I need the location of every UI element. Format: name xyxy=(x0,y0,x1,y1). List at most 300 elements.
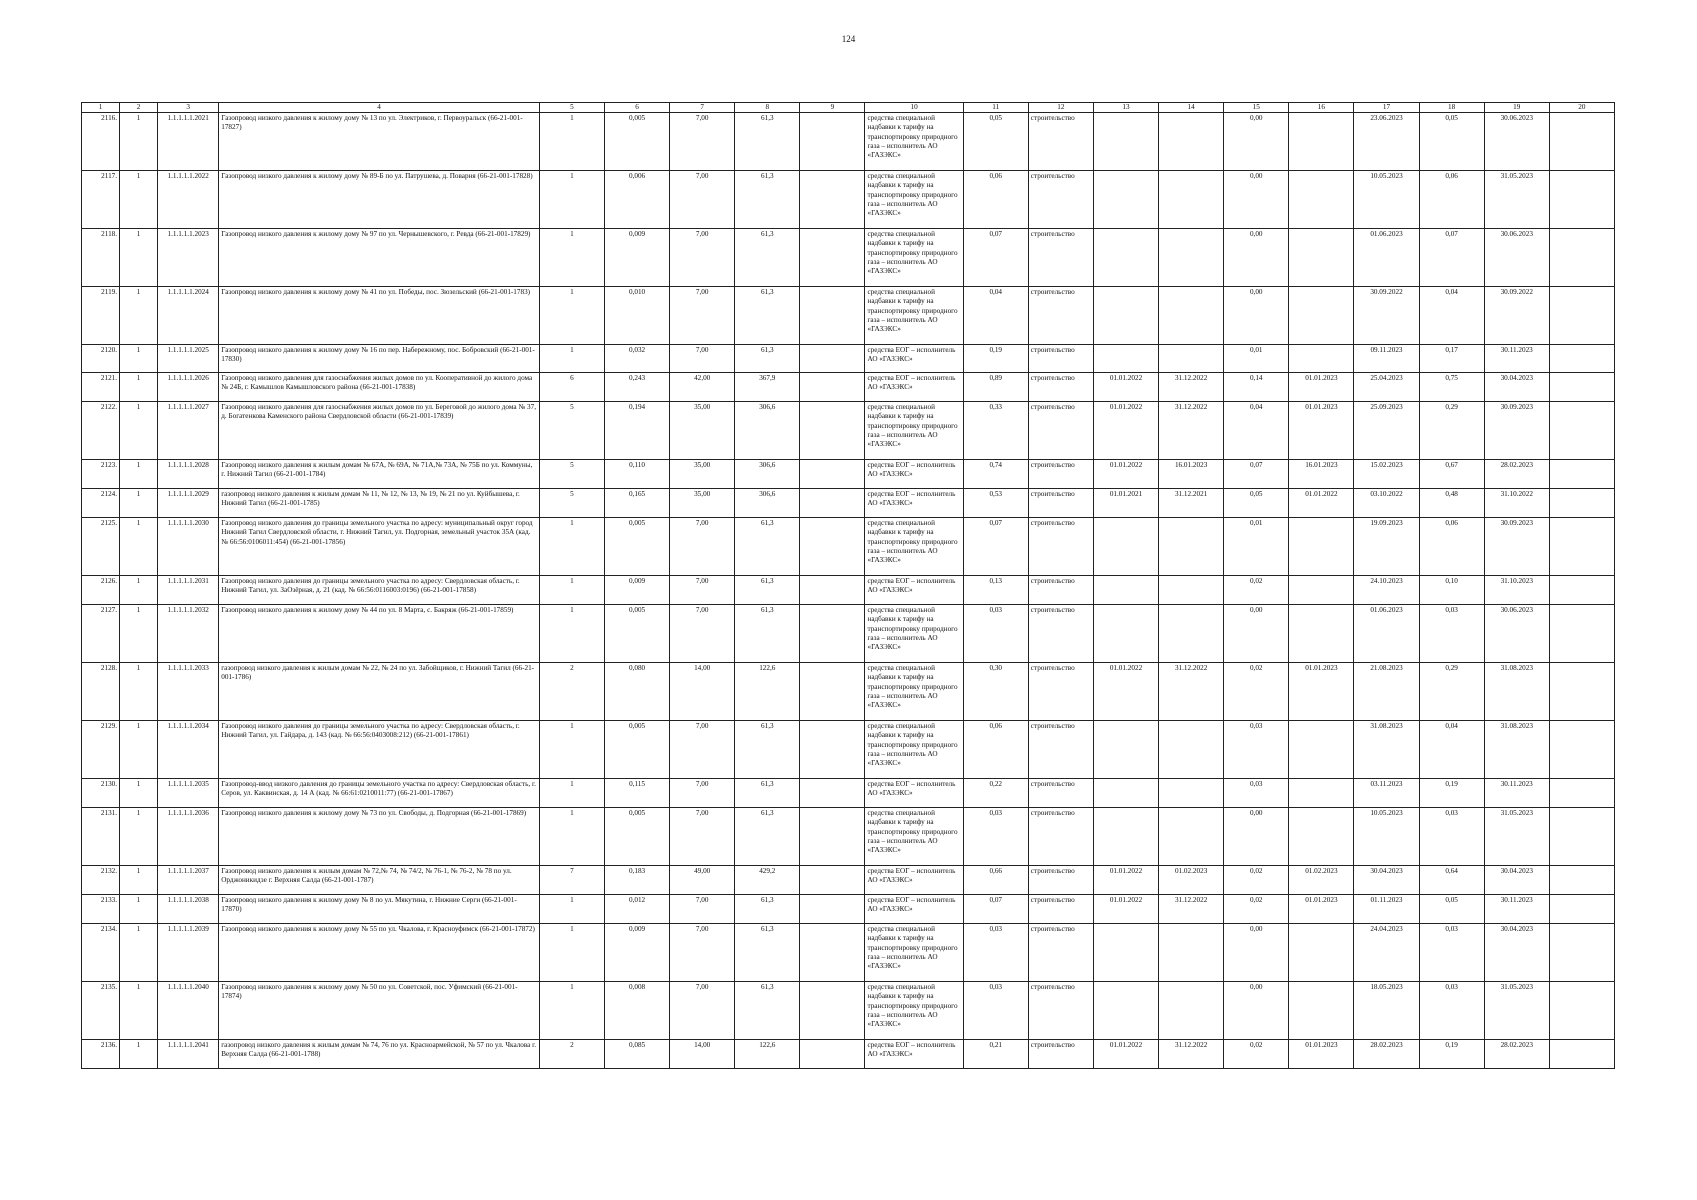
table-row xyxy=(82,373,1615,402)
table-cell xyxy=(1159,779,1224,808)
table-cell xyxy=(1159,113,1224,171)
table-cell xyxy=(1159,518,1224,576)
table-cell: 0,67 xyxy=(1419,460,1484,489)
table-cell: 30.11.2023 xyxy=(1484,345,1549,373)
table-row xyxy=(82,779,1615,808)
table-cell xyxy=(1289,229,1354,287)
table-cell: 0,74 xyxy=(963,460,1028,489)
table-cell xyxy=(1093,287,1158,345)
table-cell: 367,9 xyxy=(735,373,800,402)
table-cell: 0,03 xyxy=(1419,808,1484,866)
table-cell xyxy=(1549,287,1614,345)
table-cell: 1 xyxy=(539,518,604,576)
table-cell: Газопровод низкого давления к жилым домам № 72,№ 74, № 74/2, № 76-1, № 76-2, № 78 по ул. Орджоникидзе г. Верхняя Салда (66-21-001-1787) xyxy=(219,866,540,895)
table-cell: 35,00 xyxy=(670,489,735,518)
table-cell: 7,00 xyxy=(670,982,735,1040)
table-cell xyxy=(800,982,865,1040)
table-cell: 30.06.2023 xyxy=(1484,113,1549,171)
table-cell: 30.04.2023 xyxy=(1354,866,1419,895)
table-cell xyxy=(1093,779,1158,808)
table-cell: строительство xyxy=(1028,982,1093,1040)
table-cell: Газопровод низкого давления к жилому дому № 97 по ул. Чернышевского, г. Ревда (66-21-001-17829) xyxy=(219,229,540,287)
table-cell: 1.1.1.1.1.2022 xyxy=(158,171,219,229)
table-cell: строительство xyxy=(1028,808,1093,866)
table-cell: 0,04 xyxy=(1419,721,1484,779)
table-cell xyxy=(1549,345,1614,373)
table-cell xyxy=(1549,171,1614,229)
column-header: 11 xyxy=(963,103,1028,113)
table-cell: 01.01.2022 xyxy=(1093,1040,1158,1069)
table-cell: 01.11.2023 xyxy=(1354,895,1419,924)
table-row xyxy=(82,402,1615,460)
table-cell: строительство xyxy=(1028,171,1093,229)
table-cell: 1 xyxy=(120,808,158,866)
column-header: 7 xyxy=(670,103,735,113)
table-cell xyxy=(1159,982,1224,1040)
table-cell: 61,3 xyxy=(735,518,800,576)
table-cell xyxy=(1159,287,1224,345)
table-cell: 1 xyxy=(539,345,604,373)
table-cell: 1 xyxy=(120,576,158,605)
table-cell xyxy=(800,895,865,924)
table-cell: 1.1.1.1.1.2041 xyxy=(158,1040,219,1069)
table-row xyxy=(82,808,1615,866)
table-cell xyxy=(1159,345,1224,373)
table-cell: 2125. xyxy=(82,518,120,576)
table-cell: 0,14 xyxy=(1224,373,1289,402)
table-cell: 0,07 xyxy=(1419,229,1484,287)
table-cell xyxy=(1093,924,1158,982)
table-cell: Газопровод низкого давления к жилому дому № 73 по ул. Свободы, д. Подгорная (66-21-001-17869) xyxy=(219,808,540,866)
table-cell: 0,165 xyxy=(604,489,669,518)
table-cell: строительство xyxy=(1028,113,1093,171)
table-cell: 1.1.1.1.1.2031 xyxy=(158,576,219,605)
table-cell: 2 xyxy=(539,663,604,721)
table-cell: 0,02 xyxy=(1224,866,1289,895)
table-cell: 7,00 xyxy=(670,576,735,605)
table-cell: 16.01.2023 xyxy=(1289,460,1354,489)
table-cell: 31.12.2022 xyxy=(1159,895,1224,924)
table-cell: газопровод низкого давления к жилым домам № 11, № 12, № 13, № 19, № 21 по ул. Куйбышева, г. Нижний Тагил (66-21-001-1785) xyxy=(219,489,540,518)
table-cell: 0,22 xyxy=(963,779,1028,808)
table-cell: 7,00 xyxy=(670,287,735,345)
table-cell: 0,080 xyxy=(604,663,669,721)
table-cell xyxy=(1093,171,1158,229)
table-cell: 61,3 xyxy=(735,229,800,287)
table-cell: 2126. xyxy=(82,576,120,605)
table-cell xyxy=(800,721,865,779)
table-cell: 7,00 xyxy=(670,605,735,663)
table-cell: 7,00 xyxy=(670,229,735,287)
table-cell: 1 xyxy=(539,605,604,663)
table-cell xyxy=(1289,779,1354,808)
table-cell: 0,19 xyxy=(963,345,1028,373)
table-body xyxy=(82,113,1615,1069)
table-cell: 16.01.2023 xyxy=(1159,460,1224,489)
table-row xyxy=(82,895,1615,924)
table-cell: строительство xyxy=(1028,576,1093,605)
table-cell: Газопровод низкого давления до границы земельного участка по адресу: Свердловская область, г. Нижний Тагил, ул. Гайдара, д. 143 (кад. № 66:56:0403008:212) (66-21-001-17861) xyxy=(219,721,540,779)
table-cell: 0,006 xyxy=(604,171,669,229)
table-cell: 31.12.2021 xyxy=(1159,489,1224,518)
table-cell xyxy=(1093,605,1158,663)
table-cell xyxy=(1093,721,1158,779)
table-cell: 0,02 xyxy=(1224,576,1289,605)
table-cell: 1 xyxy=(120,1040,158,1069)
table-cell: 28.02.2023 xyxy=(1484,1040,1549,1069)
table-cell: 0,89 xyxy=(963,373,1028,402)
table-row xyxy=(82,113,1615,171)
table-row xyxy=(82,518,1615,576)
table-cell: 2120. xyxy=(82,345,120,373)
table-cell xyxy=(1289,924,1354,982)
table-cell: строительство xyxy=(1028,345,1093,373)
table-cell: 01.06.2023 xyxy=(1354,229,1419,287)
column-header: 17 xyxy=(1354,103,1419,113)
table-cell: строительство xyxy=(1028,402,1093,460)
table-cell: 0,19 xyxy=(1419,779,1484,808)
table-cell: 2134. xyxy=(82,924,120,982)
table-cell xyxy=(1093,345,1158,373)
table-cell: 0,194 xyxy=(604,402,669,460)
table-cell: строительство xyxy=(1028,229,1093,287)
table-cell: строительство xyxy=(1028,489,1093,518)
table-cell: 19.09.2023 xyxy=(1354,518,1419,576)
table-cell: строительство xyxy=(1028,373,1093,402)
table-cell xyxy=(800,808,865,866)
table-cell: 2133. xyxy=(82,895,120,924)
table-cell: 0,005 xyxy=(604,518,669,576)
table-row xyxy=(82,605,1615,663)
table-cell: 01.01.2022 xyxy=(1093,663,1158,721)
table-cell xyxy=(800,924,865,982)
table-cell: 2128. xyxy=(82,663,120,721)
table-cell: 0,00 xyxy=(1224,229,1289,287)
column-header: 15 xyxy=(1224,103,1289,113)
table-row xyxy=(82,489,1615,518)
table-cell xyxy=(1549,866,1614,895)
column-header: 3 xyxy=(158,103,219,113)
table-cell: 7,00 xyxy=(670,779,735,808)
table-cell: 01.01.2023 xyxy=(1289,663,1354,721)
column-header: 16 xyxy=(1289,103,1354,113)
table-cell: 30.11.2023 xyxy=(1484,895,1549,924)
table-cell xyxy=(1289,808,1354,866)
table-cell: 0,00 xyxy=(1224,808,1289,866)
table-cell: 0,29 xyxy=(1419,663,1484,721)
table-row xyxy=(82,1040,1615,1069)
table-cell: строительство xyxy=(1028,779,1093,808)
table-cell: 1 xyxy=(120,171,158,229)
table-cell: средства ЕОГ – исполнитель АО «ГАЗЭКС» xyxy=(865,460,963,489)
table-cell: газопровод низкого давления к жилым домам № 74, 76 по ул. Красноармейской, № 57 по ул. Чкалова г. Верхняя Салда (66-21-001-1788) xyxy=(219,1040,540,1069)
column-number-header-row xyxy=(82,103,1615,113)
table-row xyxy=(82,663,1615,721)
column-header: 8 xyxy=(735,103,800,113)
table-cell: средства специальной надбавки к тарифу на транспортировку природного газа – исполнитель АО «ГАЗЭКС» xyxy=(865,663,963,721)
table-cell: 61,3 xyxy=(735,924,800,982)
column-header: 4 xyxy=(219,103,540,113)
table-cell: 0,02 xyxy=(1224,895,1289,924)
table-cell: 30.09.2023 xyxy=(1484,402,1549,460)
table-cell xyxy=(1549,489,1614,518)
table-cell: 0,06 xyxy=(963,171,1028,229)
table-cell: 30.09.2022 xyxy=(1354,287,1419,345)
table-cell: 1.1.1.1.1.2038 xyxy=(158,895,219,924)
table-cell: 0,03 xyxy=(1419,924,1484,982)
table-cell: 1 xyxy=(120,373,158,402)
table-cell: средства специальной надбавки к тарифу на транспортировку природного газа – исполнитель АО «ГАЗЭКС» xyxy=(865,924,963,982)
page-number: 124 xyxy=(841,34,856,44)
table-cell xyxy=(1289,287,1354,345)
table-cell: 0,13 xyxy=(963,576,1028,605)
table-cell: 1 xyxy=(120,518,158,576)
table-cell: Газопровод низкого давления к жилому дому № 16 по пер. Набережному, пос. Бобровский (66-21-001-17830) xyxy=(219,345,540,373)
table-cell xyxy=(1549,229,1614,287)
table-cell: 2122. xyxy=(82,402,120,460)
table-cell: 0,03 xyxy=(1224,721,1289,779)
table-cell: 01.01.2022 xyxy=(1093,402,1158,460)
table-cell: 01.02.2023 xyxy=(1159,866,1224,895)
table-cell: строительство xyxy=(1028,895,1093,924)
table-cell: Газопровод низкого давления до границы земельного участка по адресу: Свердловская область, г. Нижний Тагил, ул. ЗаОзёрная, д. 21 (кад. № 66:56:0116003:0196) (66-21-001-17858) xyxy=(219,576,540,605)
table-cell: 30.06.2023 xyxy=(1484,229,1549,287)
table-cell: 5 xyxy=(539,402,604,460)
table-cell: 0,03 xyxy=(1419,605,1484,663)
table-cell: 2127. xyxy=(82,605,120,663)
table-cell xyxy=(800,779,865,808)
table-cell: 01.01.2022 xyxy=(1093,373,1158,402)
table-cell: 0,04 xyxy=(1224,402,1289,460)
column-header: 20 xyxy=(1549,103,1614,113)
table-cell: 0,110 xyxy=(604,460,669,489)
table-cell: 35,00 xyxy=(670,402,735,460)
table-cell: 01.06.2023 xyxy=(1354,605,1419,663)
table-cell xyxy=(800,345,865,373)
table-cell: средства ЕОГ – исполнитель АО «ГАЗЭКС» xyxy=(865,866,963,895)
table-cell xyxy=(1159,924,1224,982)
table-cell: 7,00 xyxy=(670,924,735,982)
column-header: 18 xyxy=(1419,103,1484,113)
table-cell: 31.12.2022 xyxy=(1159,1040,1224,1069)
table-cell xyxy=(1093,518,1158,576)
table-cell: Газопровод низкого давления к жилому дому № 50 по ул. Советской, пос. Уфимский (66-21-001-17874) xyxy=(219,982,540,1040)
table-cell: 0,19 xyxy=(1419,1040,1484,1069)
table-cell: 2132. xyxy=(82,866,120,895)
table-cell: 1 xyxy=(120,721,158,779)
table-cell xyxy=(1549,721,1614,779)
table-cell: 01.02.2023 xyxy=(1289,866,1354,895)
table-cell xyxy=(1093,808,1158,866)
table-cell: Газопровод низкого давления к жилому дому № 13 по ул. Электриков, г. Первоуральск (66-21-001-17827) xyxy=(219,113,540,171)
table-cell xyxy=(800,373,865,402)
table-cell: 5 xyxy=(539,489,604,518)
table-cell: 0,00 xyxy=(1224,605,1289,663)
table-cell: 2136. xyxy=(82,1040,120,1069)
table-cell: 0,009 xyxy=(604,229,669,287)
table-cell xyxy=(1159,721,1224,779)
table-cell: 7,00 xyxy=(670,113,735,171)
table-cell: 61,3 xyxy=(735,171,800,229)
table-cell: Газопровод низкого давления до границы земельного участка по адресу: муниципальный округ город Нижний Тагил Свердловской области, г. Нижний Тагил, ул. Подгорная, земельный участок 35А (кад. № 66:56:0106011:454) (66-21-001-17856) xyxy=(219,518,540,576)
table-cell xyxy=(1289,721,1354,779)
table-cell xyxy=(1289,171,1354,229)
table-cell xyxy=(800,489,865,518)
table-cell xyxy=(1549,460,1614,489)
table-cell xyxy=(800,402,865,460)
table-cell: 7,00 xyxy=(670,721,735,779)
column-header: 13 xyxy=(1093,103,1158,113)
table-cell xyxy=(1549,779,1614,808)
table-cell: 1.1.1.1.1.2032 xyxy=(158,605,219,663)
table-cell: 1 xyxy=(120,663,158,721)
table-cell: 2117. xyxy=(82,171,120,229)
table-cell: 7,00 xyxy=(670,171,735,229)
table-cell: 0,04 xyxy=(1419,287,1484,345)
table-cell: 61,3 xyxy=(735,895,800,924)
table-cell: 14,00 xyxy=(670,1040,735,1069)
table-cell: 0,05 xyxy=(1419,895,1484,924)
table-cell: 122,6 xyxy=(735,1040,800,1069)
table-cell: 1 xyxy=(539,982,604,1040)
table-cell xyxy=(1159,229,1224,287)
table-cell: 2124. xyxy=(82,489,120,518)
table-cell: 0,005 xyxy=(604,808,669,866)
table-row xyxy=(82,982,1615,1040)
table-cell: 0,30 xyxy=(963,663,1028,721)
table-cell xyxy=(1289,345,1354,373)
table-cell: 1.1.1.1.1.2039 xyxy=(158,924,219,982)
table-cell: 0,64 xyxy=(1419,866,1484,895)
table-cell: 1 xyxy=(120,895,158,924)
table-cell xyxy=(1549,982,1614,1040)
table-cell: средства ЕОГ – исполнитель АО «ГАЗЭКС» xyxy=(865,779,963,808)
table-cell: Газопровод низкого давления для газоснабжения жилых домов по ул. Кооперативной до жилого дома № 24Б, г. Камышлов Камышловского района (66-21-001-17838) xyxy=(219,373,540,402)
table-cell: 0,06 xyxy=(963,721,1028,779)
table-cell: 1.1.1.1.1.2034 xyxy=(158,721,219,779)
table-cell: Газопровод низкого давления к жилому дому № 55 по ул. Чкалова, г. Красноуфимск (66-21-001-17872) xyxy=(219,924,540,982)
table-cell xyxy=(1159,808,1224,866)
table-cell: строительство xyxy=(1028,460,1093,489)
table-cell xyxy=(1159,605,1224,663)
table-cell xyxy=(800,576,865,605)
table-cell: 0,17 xyxy=(1419,345,1484,373)
table-cell: 25.09.2023 xyxy=(1354,402,1419,460)
table-cell: 0,06 xyxy=(1419,171,1484,229)
table-cell: 30.04.2023 xyxy=(1484,373,1549,402)
table-cell: Газопровод низкого давления для газоснабжения жилых домов по ул. Береговой до жилого дома № 37, д. Богатенкова Каменского района Свердловской области (66-21-001-17839) xyxy=(219,402,540,460)
table-cell: 24.10.2023 xyxy=(1354,576,1419,605)
table-cell: 1 xyxy=(120,982,158,1040)
table-cell: 0,03 xyxy=(963,982,1028,1040)
table-cell: 30.04.2023 xyxy=(1484,866,1549,895)
table-cell: 0,00 xyxy=(1224,171,1289,229)
table-cell: 1.1.1.1.1.2040 xyxy=(158,982,219,1040)
table-cell xyxy=(1289,518,1354,576)
table-cell: 0,03 xyxy=(1419,982,1484,1040)
table-cell: 35,00 xyxy=(670,460,735,489)
table-cell: 1.1.1.1.1.2030 xyxy=(158,518,219,576)
table-cell: 30.11.2023 xyxy=(1484,779,1549,808)
table-cell: газопровод низкого давления к жилым домам № 22, № 24 по ул. Забойщиков, г. Нижний Тагил (66-21-001-1786) xyxy=(219,663,540,721)
table-cell: 1.1.1.1.1.2027 xyxy=(158,402,219,460)
table-cell xyxy=(800,518,865,576)
table-cell: Газопровод низкого давления к жилому дому № 44 по ул. 8 Марта, с. Бакряж (66-21-001-17859) xyxy=(219,605,540,663)
table-cell xyxy=(1549,373,1614,402)
table-cell: 0,01 xyxy=(1224,345,1289,373)
table-cell: 1 xyxy=(120,605,158,663)
table-cell: 2131. xyxy=(82,808,120,866)
table-cell xyxy=(1549,402,1614,460)
table-cell: 7,00 xyxy=(670,518,735,576)
table-cell xyxy=(1093,982,1158,1040)
table-cell: 1 xyxy=(120,402,158,460)
table-cell: 01.01.2022 xyxy=(1093,866,1158,895)
table-cell: 0,07 xyxy=(963,229,1028,287)
table-cell: 31.08.2023 xyxy=(1484,721,1549,779)
table-cell xyxy=(1549,518,1614,576)
table-cell: 0,48 xyxy=(1419,489,1484,518)
table-cell: 1 xyxy=(539,576,604,605)
table-cell: 2 xyxy=(539,1040,604,1069)
table-cell xyxy=(1549,895,1614,924)
table-cell: 1 xyxy=(120,113,158,171)
table-cell: 0,183 xyxy=(604,866,669,895)
table-cell: 0,33 xyxy=(963,402,1028,460)
table-cell: 2118. xyxy=(82,229,120,287)
table-cell: 10.05.2023 xyxy=(1354,808,1419,866)
table-cell: 0,032 xyxy=(604,345,669,373)
table-row xyxy=(82,171,1615,229)
table-cell: 0,03 xyxy=(963,808,1028,866)
table-cell xyxy=(800,287,865,345)
table-cell: 1.1.1.1.1.2026 xyxy=(158,373,219,402)
table-cell: 1 xyxy=(539,113,604,171)
table-cell: 24.04.2023 xyxy=(1354,924,1419,982)
table-cell: 1.1.1.1.1.2023 xyxy=(158,229,219,287)
table-cell: 0,05 xyxy=(1419,113,1484,171)
table-cell: 61,3 xyxy=(735,808,800,866)
table-cell: 03.11.2023 xyxy=(1354,779,1419,808)
table-cell: 7,00 xyxy=(670,345,735,373)
table-cell: 0,29 xyxy=(1419,402,1484,460)
table-cell: 2130. xyxy=(82,779,120,808)
table-cell: 0,05 xyxy=(963,113,1028,171)
table-cell: 0,085 xyxy=(604,1040,669,1069)
table-cell: 31.08.2023 xyxy=(1354,721,1419,779)
table-cell: 0,66 xyxy=(963,866,1028,895)
table-cell: 0,009 xyxy=(604,924,669,982)
table-cell xyxy=(1159,576,1224,605)
table-cell: 0,03 xyxy=(963,605,1028,663)
table-cell: 7,00 xyxy=(670,895,735,924)
table-cell: 14,00 xyxy=(670,663,735,721)
table-cell xyxy=(800,605,865,663)
table-cell: 31.12.2022 xyxy=(1159,373,1224,402)
table-cell: 0,010 xyxy=(604,287,669,345)
table-cell: 7,00 xyxy=(670,808,735,866)
column-header: 19 xyxy=(1484,103,1549,113)
table-cell: 2121. xyxy=(82,373,120,402)
table-cell: 61,3 xyxy=(735,779,800,808)
table-cell: 61,3 xyxy=(735,721,800,779)
table-cell: 1 xyxy=(120,287,158,345)
table-cell: 01.01.2022 xyxy=(1093,895,1158,924)
table-cell: средства ЕОГ – исполнитель АО «ГАЗЭКС» xyxy=(865,895,963,924)
table-cell: 2123. xyxy=(82,460,120,489)
table-row xyxy=(82,460,1615,489)
table-cell: 1.1.1.1.1.2033 xyxy=(158,663,219,721)
